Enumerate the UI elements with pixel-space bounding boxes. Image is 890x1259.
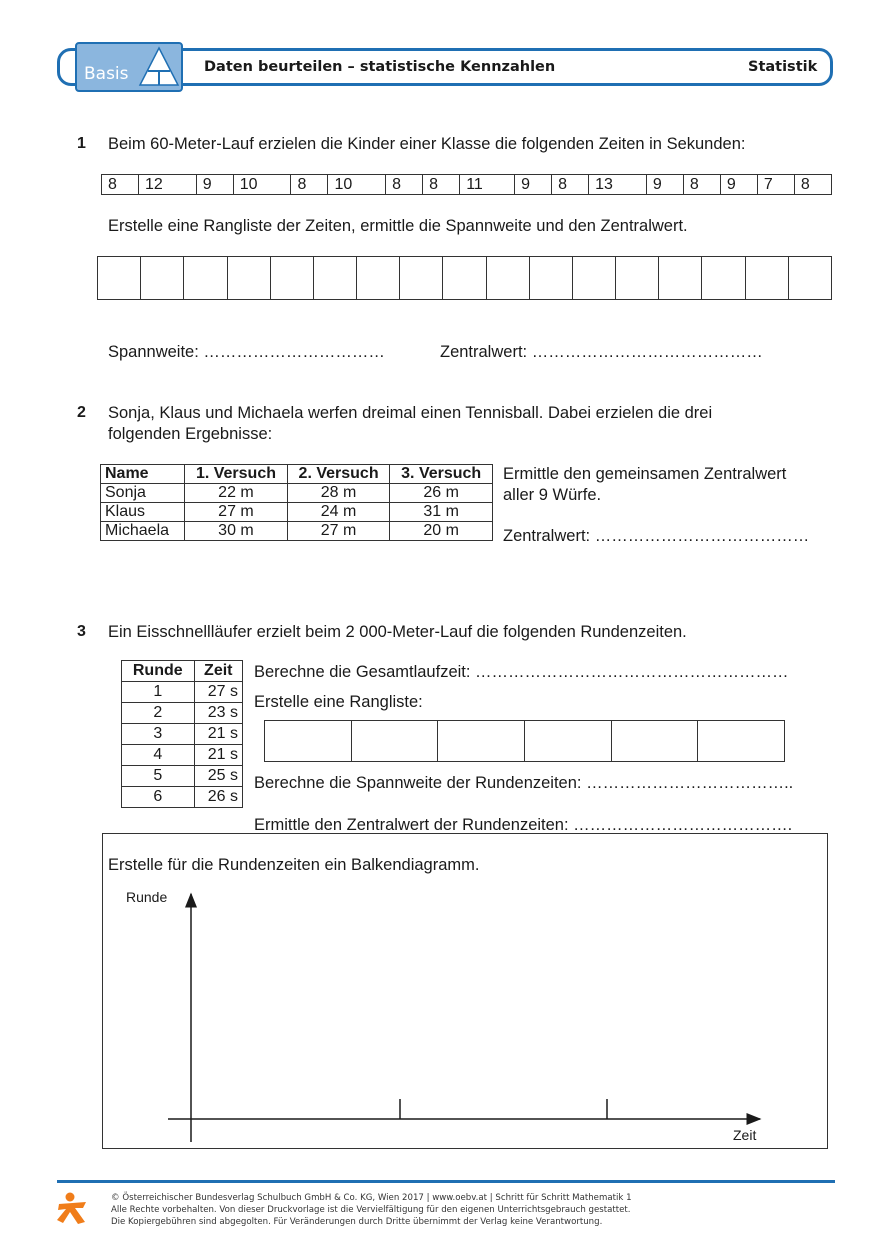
task2-number: 2 <box>77 404 86 421</box>
lap-median-answer-line: Ermittle den Zentralwert der Rundenzeiten: …………………………………. <box>254 816 793 834</box>
time-value-cell: 9 <box>196 175 233 195</box>
task3-number: 3 <box>77 623 86 640</box>
lap-cell: 5 <box>122 766 195 787</box>
rank-empty-cell[interactable] <box>184 257 227 300</box>
time-value-cell: 8 <box>386 175 423 195</box>
rank-empty-cell[interactable] <box>659 257 702 300</box>
rank-empty-cell[interactable] <box>351 721 438 762</box>
ranking-grid-6 <box>264 720 785 762</box>
lap-cell: 2 <box>122 703 195 724</box>
range-answer-line: Spannweite: …………………………… <box>108 343 385 361</box>
table-row <box>101 484 493 503</box>
lap-cell: 1 <box>122 682 195 703</box>
lap-cell: 3 <box>122 724 195 745</box>
rank-empty-cell[interactable] <box>611 721 698 762</box>
time-value-cell: 8 <box>794 175 831 195</box>
name-cell: Klaus <box>101 503 185 522</box>
task1-instruction: Erstelle eine Rangliste der Zeiten, ermittle die Spannweite und den Zentralwert. <box>108 217 688 235</box>
times-row <box>102 175 832 195</box>
ranking-grid-17 <box>97 256 832 300</box>
time-cell: 23 s <box>194 703 242 724</box>
lap-range-answer-line: Berechne die Spannweite der Rundenzeiten: ……………………………….. <box>254 774 794 792</box>
publisher-logo-icon <box>55 1190 91 1226</box>
time-value-cell: 8 <box>423 175 460 195</box>
time-cell: 25 s <box>194 766 242 787</box>
table-row <box>122 703 243 724</box>
value-cell: 22 m <box>185 484 288 503</box>
rank-empty-cell[interactable] <box>698 721 785 762</box>
col-header-name: Name <box>101 465 185 484</box>
value-cell: 27 m <box>185 503 288 522</box>
value-cell: 31 m <box>390 503 493 522</box>
lap-cell: 6 <box>122 787 195 808</box>
task2-intro-line2: folgenden Ergebnisse: <box>108 425 273 443</box>
col-header-time: Zeit <box>194 661 242 682</box>
lap-times-table <box>121 660 243 808</box>
time-value-cell: 9 <box>720 175 757 195</box>
value-cell: 28 m <box>287 484 390 503</box>
name-cell: Michaela <box>101 522 185 541</box>
rank-empty-cell[interactable] <box>702 257 745 300</box>
time-value-cell: 7 <box>757 175 794 195</box>
rank-empty-cell[interactable] <box>357 257 400 300</box>
task2-intro-line1: Sonja, Klaus und Michaela werfen dreimal einen Tennisball. Dabei erzielen die drei <box>108 404 713 422</box>
value-cell: 24 m <box>287 503 390 522</box>
task2-instruction-line1: Ermittle den gemeinsamen Zentralwert <box>503 465 787 483</box>
rank-empty-cell[interactable] <box>400 257 443 300</box>
table-row <box>122 724 243 745</box>
subject-label: Statistik <box>748 59 818 75</box>
task3-intro: Ein Eisschnellläufer erzielt beim 2 000-Meter-Lauf die folgenden Rundenzeiten. <box>108 623 687 641</box>
name-cell: Sonja <box>101 484 185 503</box>
table-row <box>122 745 243 766</box>
time-value-cell: 13 <box>589 175 647 195</box>
triangle-logo-icon <box>138 45 180 89</box>
footer-line2: Alle Rechte vorbehalten. Von dieser Druckvorlage ist die Vervielfältigung für den eigenen Unterrichtsgebrauch gestattet. <box>111 1205 631 1215</box>
times-table <box>101 174 832 195</box>
time-value-cell: 9 <box>646 175 683 195</box>
table-header-row <box>101 465 493 484</box>
badge-label: Basis <box>84 64 129 84</box>
task2-median-answer-line: Zentralwert: ………………………………… <box>503 527 810 545</box>
rank-empty-cell[interactable] <box>141 257 184 300</box>
rank-empty-cell[interactable] <box>313 257 356 300</box>
col-header-try1: 1. Versuch <box>185 465 288 484</box>
rank-empty-cell[interactable] <box>616 257 659 300</box>
rank-empty-cell[interactable] <box>227 257 270 300</box>
total-time-answer-line: Berechne die Gesamtlaufzeit: ………………………………………………… <box>254 663 789 681</box>
table-row <box>122 766 243 787</box>
y-axis-label: Runde <box>126 889 168 905</box>
footer-line3: Die Kopiergebühren sind abgegolten. Für Veränderungen durch Dritte übernimmt der Verlag keine Verantwortung. <box>111 1217 603 1227</box>
value-cell: 20 m <box>390 522 493 541</box>
lap-cell: 4 <box>122 745 195 766</box>
time-value-cell: 8 <box>291 175 328 195</box>
time-cell: 21 s <box>194 724 242 745</box>
time-value-cell: 8 <box>552 175 589 195</box>
table-header-row <box>122 661 243 682</box>
time-value-cell: 12 <box>139 175 197 195</box>
time-value-cell: 9 <box>515 175 552 195</box>
table-row <box>122 787 243 808</box>
time-cell: 27 s <box>194 682 242 703</box>
rank-empty-cell[interactable] <box>788 257 831 300</box>
rank-empty-cell[interactable] <box>486 257 529 300</box>
rank-empty-cell[interactable] <box>265 721 352 762</box>
rank-empty-cell[interactable] <box>438 721 525 762</box>
chart-axes <box>160 888 770 1148</box>
time-value-cell: 10 <box>328 175 386 195</box>
task1-number: 1 <box>77 135 86 152</box>
median-answer-line: Zentralwert: …………………………………… <box>440 343 763 361</box>
x-axis-label: Zeit <box>733 1127 757 1143</box>
chart-instruction: Erstelle für die Rundenzeiten ein Balkendiagramm. <box>108 856 480 874</box>
rank-empty-cell[interactable] <box>443 257 486 300</box>
footer-text <box>111 1192 632 1228</box>
rank-empty-cell[interactable] <box>270 257 313 300</box>
rank-empty-cell[interactable] <box>98 257 141 300</box>
table-row <box>101 522 493 541</box>
col-header-lap: Runde <box>122 661 195 682</box>
task3-rank-label: Erstelle eine Rangliste: <box>254 693 423 711</box>
footer-divider <box>57 1180 835 1183</box>
task1-intro: Beim 60-Meter-Lauf erzielen die Kinder einer Klasse die folgenden Zeiten in Sekunden: <box>108 135 746 153</box>
page-title: Daten beurteilen – statistische Kennzahlen <box>204 59 556 75</box>
value-cell: 30 m <box>185 522 288 541</box>
col-header-try2: 2. Versuch <box>287 465 390 484</box>
value-cell: 27 m <box>287 522 390 541</box>
time-value-cell: 10 <box>233 175 291 195</box>
rank-empty-cell[interactable] <box>572 257 615 300</box>
col-header-try3: 3. Versuch <box>390 465 493 484</box>
task2-instruction-line2: aller 9 Würfe. <box>503 486 602 504</box>
table-row <box>101 503 493 522</box>
value-cell: 26 m <box>390 484 493 503</box>
table-row <box>122 682 243 703</box>
time-value-cell: 8 <box>102 175 139 195</box>
throw-results-table <box>100 464 493 541</box>
time-cell: 26 s <box>194 787 242 808</box>
time-value-cell: 8 <box>683 175 720 195</box>
time-value-cell: 11 <box>460 175 515 195</box>
rank-empty-cell[interactable] <box>745 257 788 300</box>
footer-line1: © Österreichischer Bundesverlag Schulbuch GmbH & Co. KG, Wien 2017 | www.oebv.at | Schritt für Schritt Mathematik 1 <box>111 1193 632 1203</box>
time-cell: 21 s <box>194 745 242 766</box>
rank-empty-cell[interactable] <box>529 257 572 300</box>
rank-empty-cell[interactable] <box>524 721 611 762</box>
